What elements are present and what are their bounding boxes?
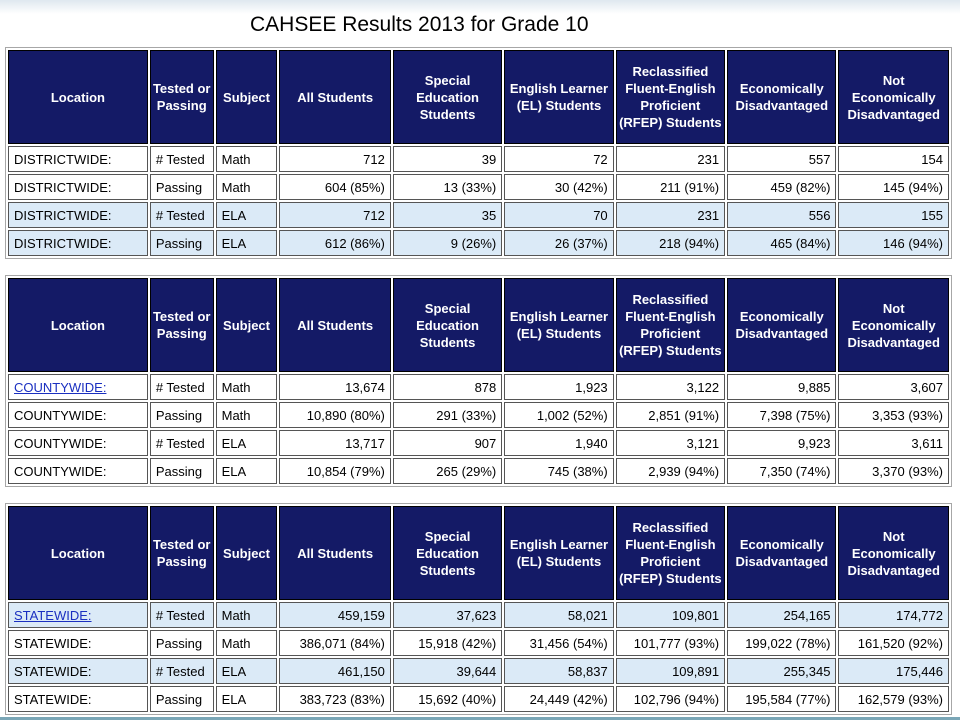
- col-subject: Subject: [216, 278, 278, 372]
- cell-rfep: 231: [616, 146, 725, 172]
- cell-not-econ-disadvantaged: 3,607: [838, 374, 949, 400]
- cell-rfep: 231: [616, 202, 725, 228]
- cell-econ-disadvantaged: 199,022 (78%): [727, 630, 836, 656]
- cell-rfep: 3,122: [616, 374, 725, 400]
- table-row: [8, 602, 949, 628]
- cell-rfep: 211 (91%): [616, 174, 725, 200]
- table-row: [8, 686, 949, 712]
- col-all-students: All Students: [279, 506, 390, 600]
- col-all-students: All Students: [279, 278, 390, 372]
- cell-all-students: 461,150: [279, 658, 390, 684]
- header-row: [8, 50, 949, 144]
- cell-location[interactable]: [8, 602, 148, 628]
- cell-type: # Tested: [150, 374, 214, 400]
- statewide-link[interactable]: STATEWIDE:: [14, 607, 92, 623]
- results-table: [5, 503, 952, 715]
- col-special-education: Special Education Students: [393, 278, 502, 372]
- cell-special-education: 907: [393, 430, 502, 456]
- cell-location: COUNTYWIDE:: [8, 402, 148, 428]
- cell-english-learner: 31,456 (54%): [504, 630, 613, 656]
- cell-special-education: 35: [393, 202, 502, 228]
- cell-english-learner: 30 (42%): [504, 174, 613, 200]
- cell-location[interactable]: [8, 374, 148, 400]
- countywide-link[interactable]: COUNTYWIDE:: [14, 379, 107, 395]
- table-row: [8, 402, 949, 428]
- table-row: [8, 202, 949, 228]
- cell-location: STATEWIDE:: [8, 686, 148, 712]
- cell-all-students: 712: [279, 146, 390, 172]
- cell-english-learner: 70: [504, 202, 613, 228]
- cell-not-econ-disadvantaged: 155: [838, 202, 949, 228]
- col-econ-disadvantaged: Economically Disadvantaged: [727, 506, 836, 600]
- cell-location: DISTRICTWIDE:: [8, 146, 148, 172]
- cell-subject: Math: [216, 630, 278, 656]
- page-title: CAHSEE Results 2013 for Grade 10: [250, 13, 589, 36]
- cell-all-students: 459,159: [279, 602, 390, 628]
- cell-not-econ-disadvantaged: 3,611: [838, 430, 949, 456]
- cell-type: # Tested: [150, 658, 214, 684]
- cell-rfep: 2,851 (91%): [616, 402, 725, 428]
- col-econ-disadvantaged: Economically Disadvantaged: [727, 278, 836, 372]
- cell-type: # Tested: [150, 202, 214, 228]
- cell-english-learner: 745 (38%): [504, 458, 613, 484]
- cell-subject: Math: [216, 146, 278, 172]
- col-all-students: All Students: [279, 50, 390, 144]
- cell-special-education: 13 (33%): [393, 174, 502, 200]
- cell-english-learner: 1,940: [504, 430, 613, 456]
- cell-rfep: 2,939 (94%): [616, 458, 725, 484]
- cell-type: Passing: [150, 686, 214, 712]
- col-rfep: Reclassified Fluent-English Proficient (RFEP) Students: [616, 506, 725, 600]
- table-row: [8, 658, 949, 684]
- cell-econ-disadvantaged: 9,885: [727, 374, 836, 400]
- cell-not-econ-disadvantaged: 174,772: [838, 602, 949, 628]
- col-english-learner: English Learner (EL) Students: [504, 50, 613, 144]
- col-english-learner: English Learner (EL) Students: [504, 278, 613, 372]
- cell-special-education: 37,623: [393, 602, 502, 628]
- cell-all-students: 712: [279, 202, 390, 228]
- districtwide-table: [5, 47, 952, 259]
- header-row: [8, 278, 949, 372]
- col-special-education: Special Education Students: [393, 50, 502, 144]
- cell-econ-disadvantaged: 255,345: [727, 658, 836, 684]
- cell-subject: Math: [216, 602, 278, 628]
- col-location: Location: [8, 50, 148, 144]
- cell-all-students: 10,890 (80%): [279, 402, 390, 428]
- cell-not-econ-disadvantaged: 175,446: [838, 658, 949, 684]
- cell-subject: ELA: [216, 230, 278, 256]
- col-rfep: Reclassified Fluent-English Proficient (RFEP) Students: [616, 278, 725, 372]
- cell-econ-disadvantaged: 7,398 (75%): [727, 402, 836, 428]
- cell-all-students: 612 (86%): [279, 230, 390, 256]
- cell-all-students: 13,674: [279, 374, 390, 400]
- cell-type: # Tested: [150, 146, 214, 172]
- col-english-learner: English Learner (EL) Students: [504, 506, 613, 600]
- table-row: [8, 430, 949, 456]
- cell-rfep: 3,121: [616, 430, 725, 456]
- cell-rfep: 109,891: [616, 658, 725, 684]
- col-tested-or-passing: Tested or Passing: [150, 506, 214, 600]
- col-tested-or-passing: Tested or Passing: [150, 278, 214, 372]
- cell-rfep: 218 (94%): [616, 230, 725, 256]
- col-not-econ-disadvantaged: Not Economically Disadvantaged: [838, 278, 949, 372]
- cell-type: # Tested: [150, 430, 214, 456]
- cell-location: COUNTYWIDE:: [8, 430, 148, 456]
- cell-location: DISTRICTWIDE:: [8, 174, 148, 200]
- table-row: [8, 374, 949, 400]
- cell-subject: ELA: [216, 458, 278, 484]
- cell-english-learner: 1,923: [504, 374, 613, 400]
- cell-special-education: 291 (33%): [393, 402, 502, 428]
- cell-rfep: 101,777 (93%): [616, 630, 725, 656]
- cell-econ-disadvantaged: 195,584 (77%): [727, 686, 836, 712]
- cell-rfep: 102,796 (94%): [616, 686, 725, 712]
- cell-english-learner: 58,021: [504, 602, 613, 628]
- cell-type: Passing: [150, 174, 214, 200]
- cell-english-learner: 1,002 (52%): [504, 402, 613, 428]
- cell-location: COUNTYWIDE:: [8, 458, 148, 484]
- cell-special-education: 15,692 (40%): [393, 686, 502, 712]
- col-not-econ-disadvantaged: Not Economically Disadvantaged: [838, 50, 949, 144]
- col-special-education: Special Education Students: [393, 506, 502, 600]
- cell-all-students: 13,717: [279, 430, 390, 456]
- table-row: [8, 174, 949, 200]
- cell-type: Passing: [150, 458, 214, 484]
- table-row: [8, 230, 949, 256]
- cell-econ-disadvantaged: 7,350 (74%): [727, 458, 836, 484]
- cell-subject: ELA: [216, 686, 278, 712]
- cell-english-learner: 72: [504, 146, 613, 172]
- cell-econ-disadvantaged: 459 (82%): [727, 174, 836, 200]
- cell-special-education: 265 (29%): [393, 458, 502, 484]
- cell-all-students: 10,854 (79%): [279, 458, 390, 484]
- cell-subject: Math: [216, 374, 278, 400]
- cell-not-econ-disadvantaged: 145 (94%): [838, 174, 949, 200]
- cell-econ-disadvantaged: 556: [727, 202, 836, 228]
- cell-type: # Tested: [150, 602, 214, 628]
- cell-not-econ-disadvantaged: 3,353 (93%): [838, 402, 949, 428]
- table-row: [8, 458, 949, 484]
- cell-not-econ-disadvantaged: 3,370 (93%): [838, 458, 949, 484]
- col-location: Location: [8, 278, 148, 372]
- cell-subject: ELA: [216, 202, 278, 228]
- cell-subject: ELA: [216, 430, 278, 456]
- cell-english-learner: 24,449 (42%): [504, 686, 613, 712]
- cell-type: Passing: [150, 230, 214, 256]
- cell-special-education: 39: [393, 146, 502, 172]
- results-table: [5, 275, 952, 487]
- table-row: [8, 630, 949, 656]
- col-rfep: Reclassified Fluent-English Proficient (RFEP) Students: [616, 50, 725, 144]
- cell-all-students: 383,723 (83%): [279, 686, 390, 712]
- cell-all-students: 604 (85%): [279, 174, 390, 200]
- col-tested-or-passing: Tested or Passing: [150, 50, 214, 144]
- cell-english-learner: 58,837: [504, 658, 613, 684]
- cell-special-education: 878: [393, 374, 502, 400]
- cell-subject: ELA: [216, 658, 278, 684]
- header-row: [8, 506, 949, 600]
- cell-special-education: 9 (26%): [393, 230, 502, 256]
- cell-not-econ-disadvantaged: 146 (94%): [838, 230, 949, 256]
- col-subject: Subject: [216, 506, 278, 600]
- col-subject: Subject: [216, 50, 278, 144]
- cell-type: Passing: [150, 630, 214, 656]
- cell-subject: Math: [216, 402, 278, 428]
- cell-econ-disadvantaged: 557: [727, 146, 836, 172]
- countywide-table: [5, 275, 952, 487]
- cell-english-learner: 26 (37%): [504, 230, 613, 256]
- cell-econ-disadvantaged: 465 (84%): [727, 230, 836, 256]
- table-row: [8, 146, 949, 172]
- cell-not-econ-disadvantaged: 154: [838, 146, 949, 172]
- cell-location: STATEWIDE:: [8, 630, 148, 656]
- cell-location: DISTRICTWIDE:: [8, 202, 148, 228]
- cell-all-students: 386,071 (84%): [279, 630, 390, 656]
- col-econ-disadvantaged: Economically Disadvantaged: [727, 50, 836, 144]
- cell-econ-disadvantaged: 9,923: [727, 430, 836, 456]
- results-table: [5, 47, 952, 259]
- cell-type: Passing: [150, 402, 214, 428]
- cell-not-econ-disadvantaged: 161,520 (92%): [838, 630, 949, 656]
- cell-subject: Math: [216, 174, 278, 200]
- cell-special-education: 15,918 (42%): [393, 630, 502, 656]
- cell-not-econ-disadvantaged: 162,579 (93%): [838, 686, 949, 712]
- col-location: Location: [8, 506, 148, 600]
- cell-rfep: 109,801: [616, 602, 725, 628]
- cell-econ-disadvantaged: 254,165: [727, 602, 836, 628]
- cell-location: STATEWIDE:: [8, 658, 148, 684]
- cell-location: DISTRICTWIDE:: [8, 230, 148, 256]
- statewide-table: [5, 503, 952, 715]
- cell-special-education: 39,644: [393, 658, 502, 684]
- col-not-econ-disadvantaged: Not Economically Disadvantaged: [838, 506, 949, 600]
